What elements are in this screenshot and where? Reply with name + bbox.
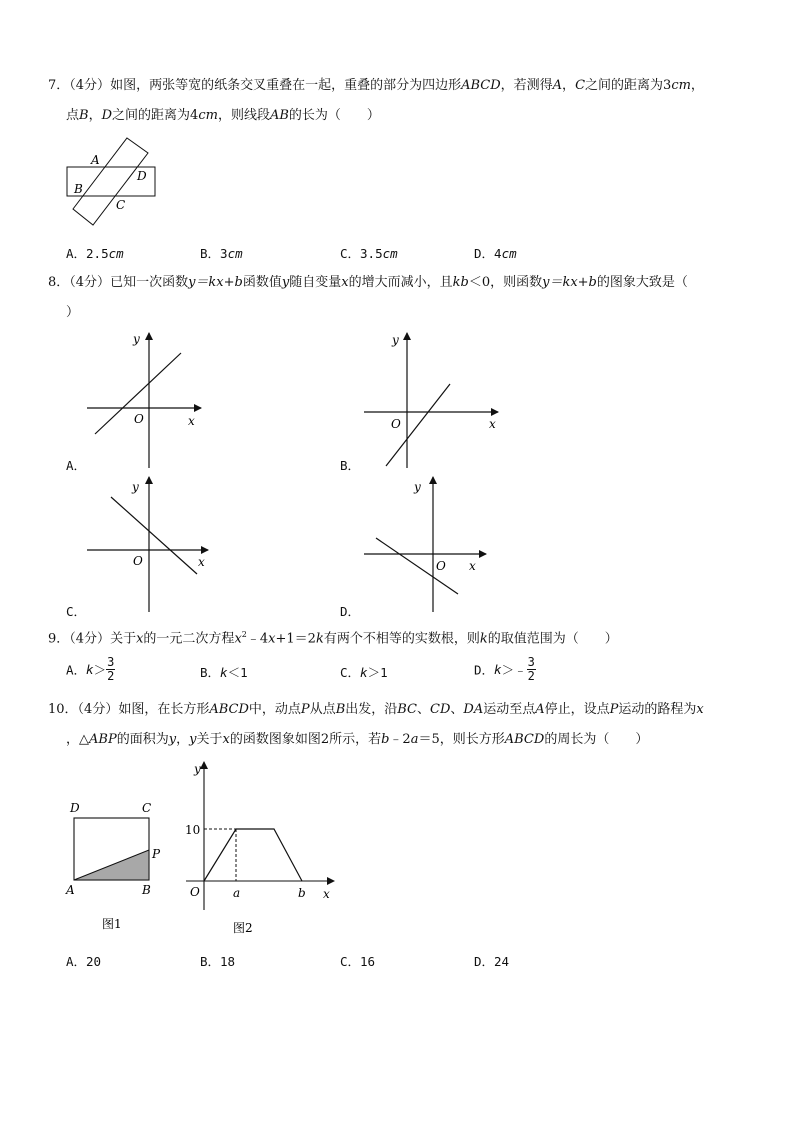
q9-relation: ＞ xyxy=(93,662,107,678)
q10-var: ABCD xyxy=(209,702,249,717)
q10-text: 的函数图象如图2所示，若 xyxy=(229,732,382,747)
q7-option-c[interactable] xyxy=(340,244,398,262)
y-label: y xyxy=(414,480,421,494)
q7-text: 如图，两张等宽的纸条交叉重叠在一起，重叠的部分为四边形 xyxy=(110,78,462,93)
q7-number: 7． xyxy=(48,78,70,93)
q10-text: 运动的路程为 xyxy=(618,702,697,717)
q10-number: 10． xyxy=(48,702,78,717)
fig2-tick-b: b xyxy=(298,886,306,900)
q7-var: AB xyxy=(269,108,289,123)
fig7-label-d: D xyxy=(137,169,147,183)
q9-var: x xyxy=(234,631,242,647)
function-line xyxy=(111,497,197,574)
q8-line-2 xyxy=(66,304,79,322)
q10-option-c[interactable]: C．16 xyxy=(340,954,376,969)
q10-var: y xyxy=(189,732,197,747)
q9-text: +1＝2 xyxy=(275,631,316,647)
option-label: C．3.5 xyxy=(340,246,383,261)
fig1-label-c: C xyxy=(142,801,152,815)
q8-graph-d[interactable] xyxy=(362,474,492,614)
q7-option-d[interactable] xyxy=(474,244,517,262)
q8-score: （4分） xyxy=(69,275,111,290)
q8-option-a[interactable]: A． xyxy=(66,458,87,473)
q9-text: 关于 xyxy=(110,631,137,647)
fraction-three-halves xyxy=(106,656,115,683)
q8-option-c[interactable]: C． xyxy=(66,604,87,619)
q10-text: 的面积为 xyxy=(116,732,169,747)
q10-score: （4分） xyxy=(77,702,119,717)
q10-var: y xyxy=(168,732,177,747)
q10-var: P xyxy=(300,702,310,717)
fig1-label-p: P xyxy=(152,847,161,861)
q10-text: 出发，沿 xyxy=(345,702,398,717)
q7-score: （4分） xyxy=(69,78,111,93)
fig1-caption: 图1 xyxy=(102,917,122,931)
q10-var: a xyxy=(410,732,419,747)
q7-unit: cm xyxy=(671,78,691,93)
q7-line-2 xyxy=(66,107,380,125)
q9-var: x xyxy=(136,631,144,647)
q9-number: 9． xyxy=(48,631,70,647)
q10-option-a[interactable]: A．20 xyxy=(66,954,102,969)
q8-equation: y＝kx+b xyxy=(188,275,243,290)
q8-text: 随自变量 xyxy=(289,275,342,290)
q9-option-b[interactable] xyxy=(200,663,248,681)
q10-text: 、 xyxy=(450,702,464,717)
fraction-three-halves xyxy=(527,656,536,683)
q10-text: 运动至点 xyxy=(483,702,536,717)
fig2-tick-a: a xyxy=(233,886,241,900)
q10-var: DA xyxy=(463,702,484,717)
fraction-denominator: 2 xyxy=(527,669,535,683)
q10-figure-2 xyxy=(182,760,342,940)
option-unit: cm xyxy=(227,246,243,261)
q8-text: ＜0，则函数 xyxy=(468,275,543,290)
fraction-numerator: 3 xyxy=(107,655,115,669)
q10-line-2 xyxy=(66,731,648,749)
q7-option-b[interactable] xyxy=(200,244,243,262)
q9-score: （4分） xyxy=(69,631,111,647)
q8-option-b[interactable]: B． xyxy=(340,458,361,473)
origin-label: O xyxy=(436,559,446,573)
origin-label: O xyxy=(391,417,401,431)
y-label: y xyxy=(133,332,140,346)
q7-figure xyxy=(62,135,162,225)
origin-label: O xyxy=(133,554,143,568)
q9-var: k xyxy=(494,662,502,677)
option-unit: cm xyxy=(382,246,398,261)
fig1-label-d: D xyxy=(70,801,80,815)
q7-option-a[interactable] xyxy=(66,244,124,262)
q10-option-d[interactable]: D．24 xyxy=(474,954,510,969)
option-label: B． xyxy=(200,665,221,680)
q9-var: k xyxy=(360,665,368,680)
q9-option-d[interactable] xyxy=(474,656,536,683)
option-label: A．2.5 xyxy=(66,246,109,261)
q10-var: P xyxy=(609,702,619,717)
fig2-x-label: x xyxy=(323,887,330,901)
q8-text: 已知一次函数 xyxy=(110,275,189,290)
q9-var: k xyxy=(86,662,94,677)
q10-var: ABP xyxy=(89,732,117,747)
q9-relation: ＜1 xyxy=(227,665,248,680)
q7-var: ABCD xyxy=(461,78,501,93)
q8-graph-a[interactable] xyxy=(85,330,210,470)
q9-var: k xyxy=(315,631,324,647)
q10-text: ＝5，则长方形 xyxy=(418,732,505,747)
y-label: y xyxy=(132,480,139,494)
q8-number: 8． xyxy=(48,275,70,290)
q8-var: x xyxy=(341,275,349,290)
q7-text: ，则线段 xyxy=(217,108,270,123)
q10-var: BC xyxy=(397,702,418,717)
q9-var: k xyxy=(220,665,228,680)
q10-text: 从点 xyxy=(309,702,336,717)
q10-var: ABCD xyxy=(504,732,545,747)
q10-line-1 xyxy=(48,701,704,719)
area-function-graph xyxy=(204,829,302,881)
q7-text: 点 xyxy=(66,108,80,123)
q8-var: kb xyxy=(452,275,469,290)
fraction-denominator: 2 xyxy=(107,669,115,683)
x-label: x xyxy=(198,555,205,569)
q10-text: 中，动点 xyxy=(248,702,301,717)
q8-equation: y＝kx+b xyxy=(542,275,597,290)
fraction-numerator: 3 xyxy=(527,655,535,669)
q7-value: 3 xyxy=(663,78,672,93)
q8-text: 的增大而减小，且 xyxy=(348,275,453,290)
q9-text: 有两个不相等的实数根，则 xyxy=(323,631,480,647)
q7-var: A xyxy=(552,78,563,93)
option-unit: cm xyxy=(108,246,124,261)
x-label: x xyxy=(489,417,496,431)
q10-text: ，△ xyxy=(66,732,89,747)
x-label: x xyxy=(188,414,195,428)
x-label: x xyxy=(469,559,476,573)
option-label: A． xyxy=(66,662,87,678)
q10-var: x xyxy=(222,732,230,747)
triangle-abp xyxy=(74,850,149,880)
q10-var: b xyxy=(381,732,390,747)
q9-exponent: 2 xyxy=(241,630,247,639)
q7-text: ， xyxy=(562,78,576,93)
q8-text: 函数值 xyxy=(242,275,282,290)
q10-text: ， xyxy=(176,732,190,747)
q7-unit: cm xyxy=(198,108,218,123)
fig2-caption: 图2 xyxy=(233,921,253,935)
q10-var: B xyxy=(335,702,346,717)
q7-line-1 xyxy=(48,77,704,95)
fig1-label-a: A xyxy=(66,883,75,897)
q10-option-b[interactable]: B．18 xyxy=(200,954,236,969)
q8-graph-b[interactable] xyxy=(362,330,502,470)
q9-relation: ＞1 xyxy=(367,665,388,680)
y-label: y xyxy=(392,333,399,347)
q8-line-1 xyxy=(48,274,688,292)
q9-var: x xyxy=(268,631,276,647)
option-unit: cm xyxy=(501,246,517,261)
q9-option-a[interactable] xyxy=(66,656,115,683)
option-label: D． xyxy=(474,662,495,678)
q7-value: 4 xyxy=(190,108,199,123)
q8-option-d[interactable]: D． xyxy=(340,604,361,619)
q7-var: B xyxy=(79,108,89,123)
q10-text: 停止，设点 xyxy=(544,702,610,717)
option-label: C． xyxy=(340,665,361,680)
q7-text: ， xyxy=(690,78,704,93)
q10-text: 如图，在长方形 xyxy=(118,702,210,717)
q8-graph-c[interactable] xyxy=(85,474,215,614)
q10-text: 的周长为（ ） xyxy=(544,732,649,747)
q9-var: k xyxy=(479,631,488,647)
q10-figure-1 xyxy=(62,768,172,938)
option-label: B．3 xyxy=(200,246,228,261)
q7-var: D xyxy=(101,108,113,123)
fig2-origin-label: O xyxy=(190,885,200,899)
q10-text: 、 xyxy=(417,702,431,717)
fig2-tick-10: 10 xyxy=(185,823,201,837)
q10-text: ﹣2 xyxy=(389,732,411,747)
q7-text: 之间的距离为 xyxy=(112,108,191,123)
q7-text: ，若测得 xyxy=(500,78,553,93)
q9-line-1 xyxy=(48,626,618,648)
q7-var: C xyxy=(575,78,586,93)
fig7-label-c: C xyxy=(116,198,126,212)
q10-var: x xyxy=(696,702,704,717)
fig7-label-b: B xyxy=(74,182,83,196)
q9-text: 的一元二次方程 xyxy=(143,631,235,647)
q7-text: ， xyxy=(88,108,102,123)
fig1-label-b: B xyxy=(142,883,151,897)
q7-text: 之间的距离为 xyxy=(585,78,664,93)
q9-relation: ＞﹣ xyxy=(501,662,527,678)
q10-text: 关于 xyxy=(196,732,223,747)
q9-text: ﹣4 xyxy=(246,631,269,647)
fig7-label-a: A xyxy=(91,153,100,167)
option-label: D．4 xyxy=(474,246,502,261)
q9-option-c[interactable] xyxy=(340,663,388,681)
q8-text: ） xyxy=(66,305,80,320)
origin-label: O xyxy=(134,412,144,426)
q8-text: 的图象大致是（ xyxy=(596,275,688,290)
q8-var: y xyxy=(281,275,290,290)
q10-var: CD xyxy=(430,702,451,717)
fig2-y-label: y xyxy=(194,762,201,776)
q9-text: 的取值范围为（ ） xyxy=(487,631,618,647)
q7-text: 的长为（ ） xyxy=(288,108,380,123)
q10-var: A xyxy=(535,702,545,717)
